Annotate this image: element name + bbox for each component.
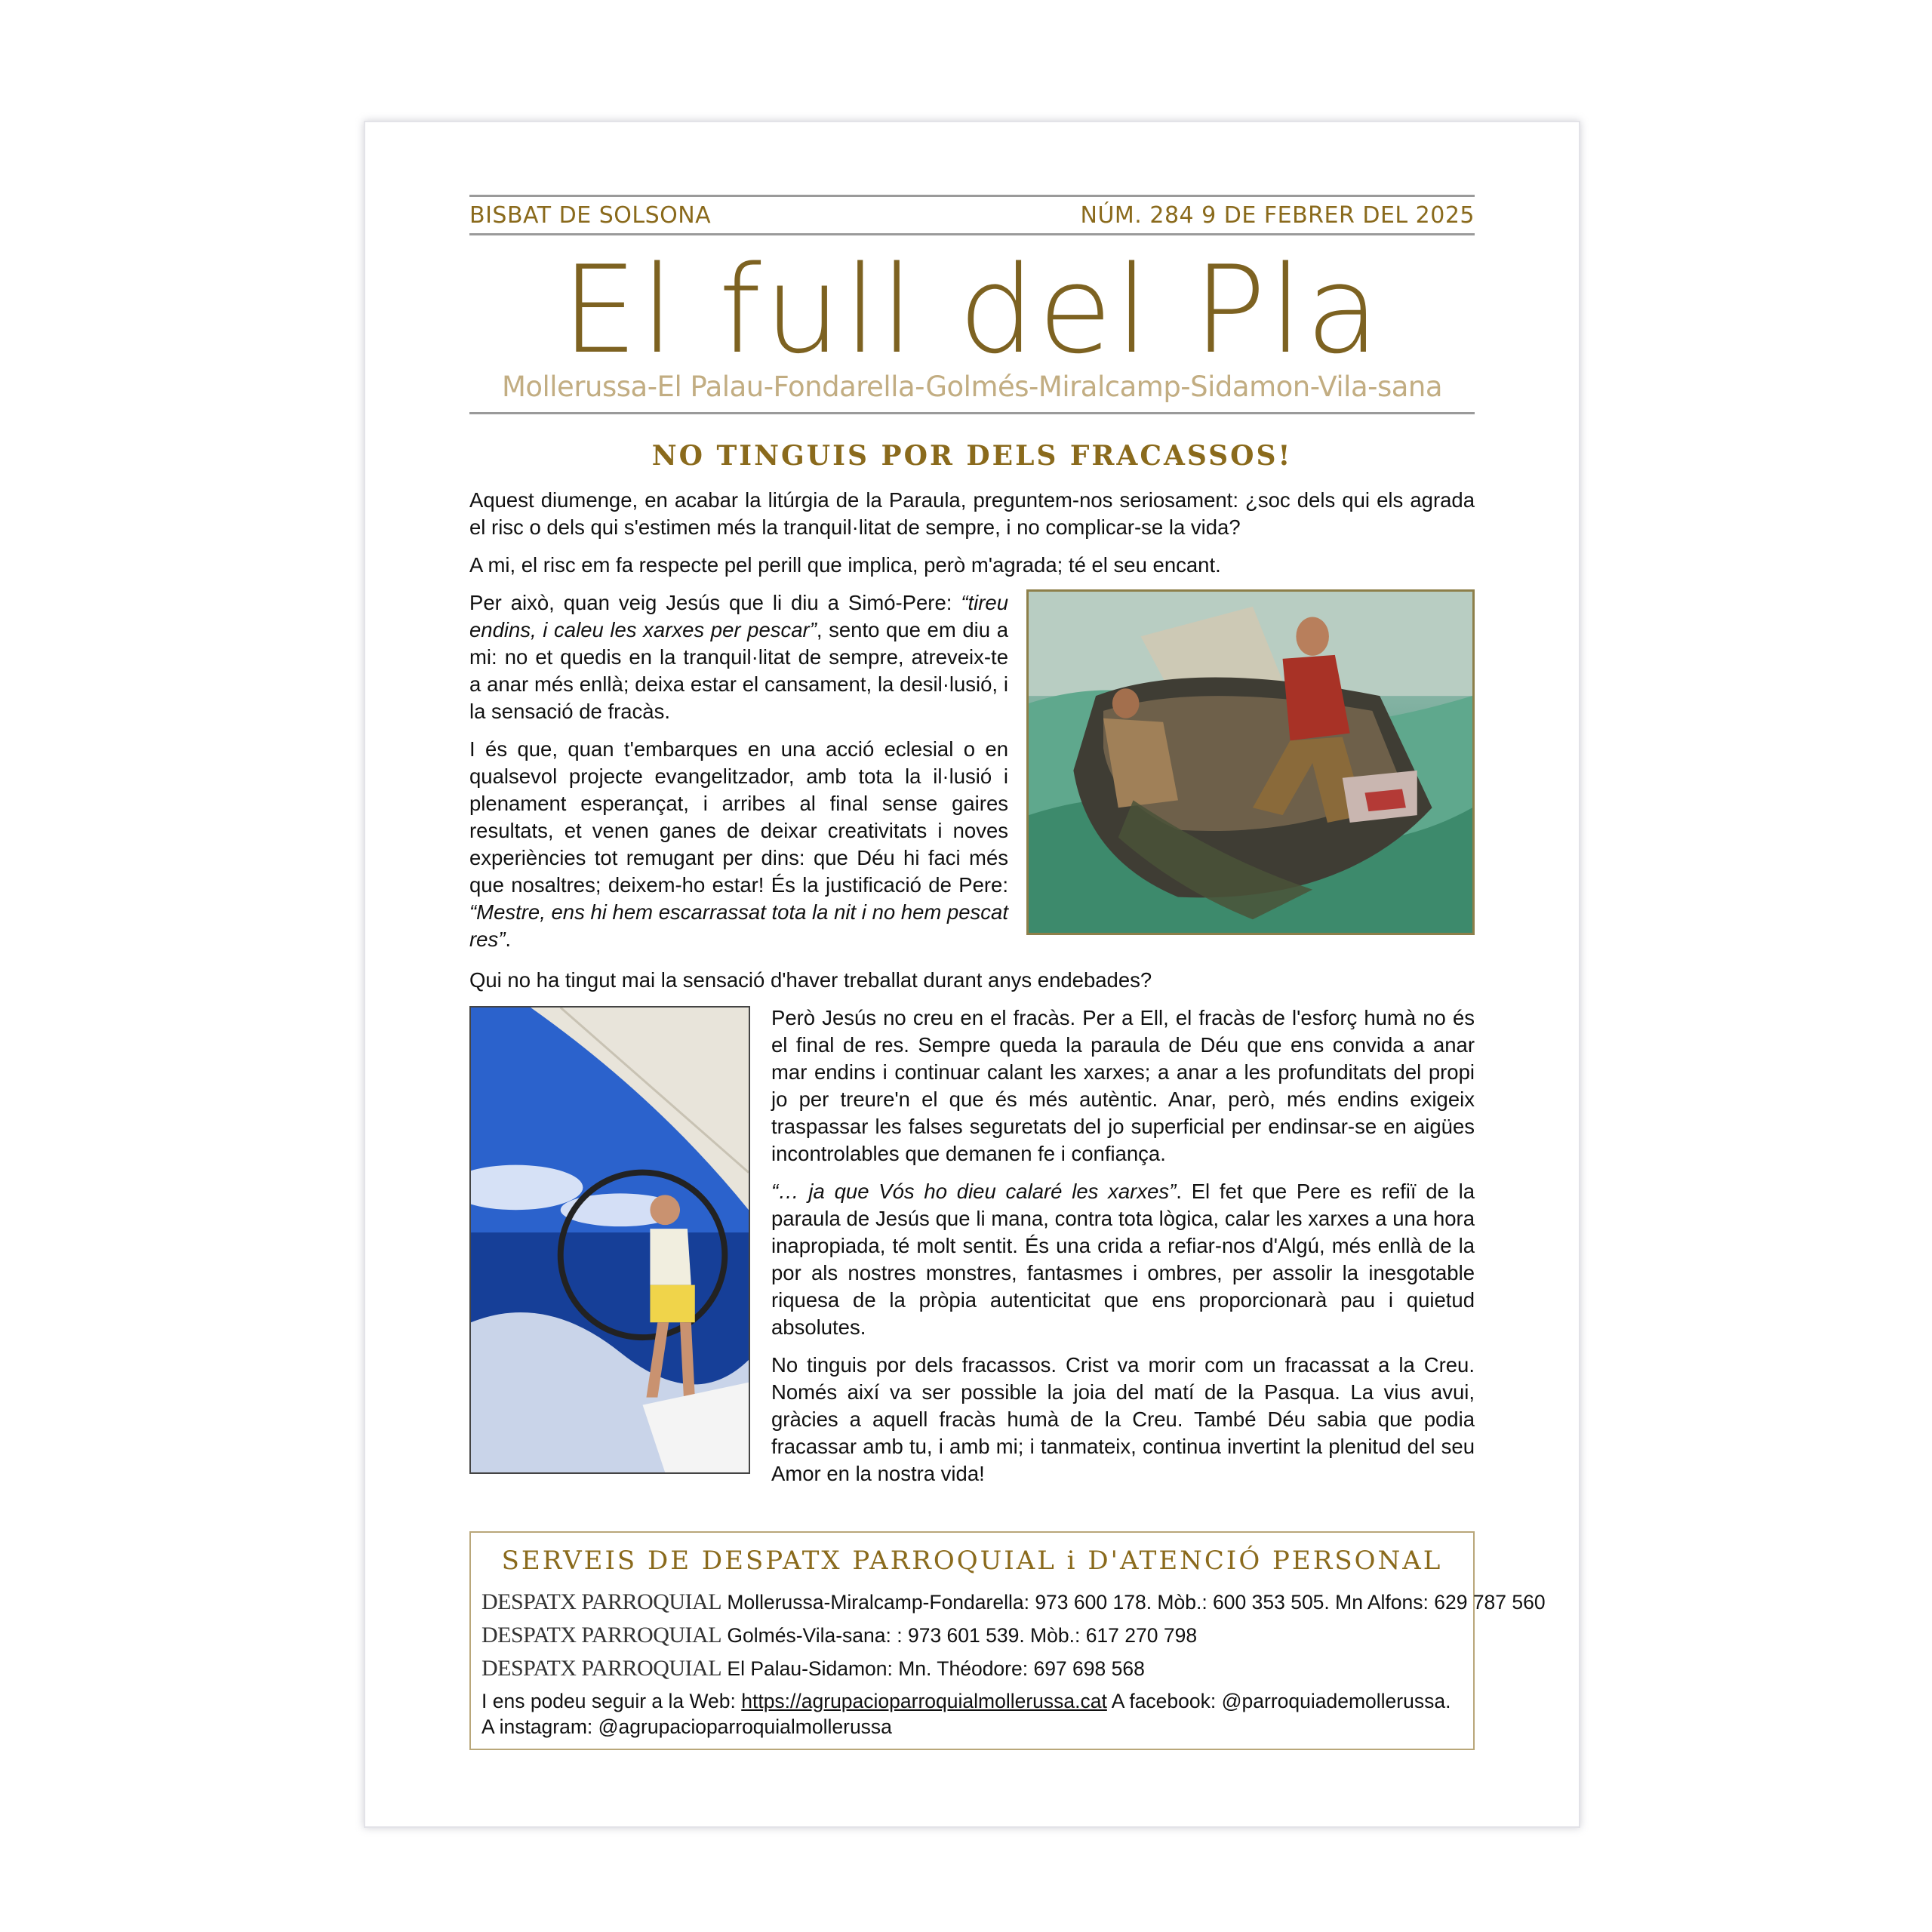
paragraph-3 xyxy=(469,589,1008,725)
service-label: DESPATX PARROQUIAL xyxy=(481,1623,722,1647)
sailing-photo-image xyxy=(469,1006,750,1474)
website-link[interactable]: https://agrupacioparroquialmollerussa.cat xyxy=(741,1690,1107,1712)
paragraph-2: A mi, el risc em fa respecte pel perill que implica, però m'agrada; té el seu encant. xyxy=(469,553,1221,577)
paragraph-7-quote: “… ja que Vós ho dieu calaré les xarxes” xyxy=(771,1180,1177,1203)
service-line-mollerussa xyxy=(481,1586,1546,1619)
instagram-line: A instagram: @agrupacioparroquialmollerussa xyxy=(481,1715,892,1738)
paragraph-6: Però Jesús no creu en el fracàs. Per a Ell, el fracàs de l'esforç humà no és el final de res. Sempre queda la paraula de Déu que ens convida a anar mar endins i continuar calant les xarxes; a anar a les profunditats del propi jo per treure'n el que és més autèntic. Anar, però, més endins exigeix traspassar les falses seguretats del jo superficial per endinsar-se en aigües incontrolables que demanen fe i confiança. xyxy=(771,1006,1475,1165)
masthead-title: El full del Pla xyxy=(561,239,1383,380)
paragraph-4-quote: “Mestre, ens hi hem escarrassat tota la nit i no hem pescat res” xyxy=(469,900,1008,951)
service-label: DESPATX PARROQUIAL xyxy=(481,1656,722,1681)
service-label: DESPATX PARROQUIAL xyxy=(481,1589,722,1614)
service-line-golmes xyxy=(481,1619,1463,1652)
paragraph-5: Qui no ha tingut mai la sensació d'haver treballat durant anys endebades? xyxy=(469,968,1152,992)
service-details: Mollerussa-Miralcamp-Fondarella: 973 600 178. Mòb.: 600 353 505. Mn Alfons: 629 787 560 xyxy=(721,1591,1546,1614)
newsletter-page xyxy=(364,121,1580,1828)
page-content xyxy=(469,195,1546,1750)
masthead xyxy=(469,239,1475,405)
web-prefix: I ens podeu seguir a la Web: xyxy=(481,1690,742,1712)
article-title: NO TINGUIS POR DELS FRACASSOS! xyxy=(651,440,1293,472)
paragraph-4-text: I és que, quan t'embarques en una acció eclesial o en qualsevol projecte evangelitzador, amb tota la il·lusió i plenament esperançat, i arribes al final sense gaires resultats, et venen ganes de deixar creativitats i noves experiències tot remugant per dins: que Déu hi faci més que nosaltres; deixem-ho estar! És la justificació de Pere: xyxy=(469,737,1008,897)
service-details: El Palau-Sidamon: Mn. Théodore: 697 698 568 xyxy=(721,1657,1145,1680)
service-line-palau xyxy=(481,1652,1463,1685)
fishermen-painting-image xyxy=(1026,589,1475,935)
issue-label: NÚM. 284 9 DE FEBRER DEL 2025 xyxy=(1080,202,1475,229)
services-heading: SERVEIS DE DESPATX PARROQUIAL i D'ATENCIÓ PERSONAL xyxy=(501,1546,1443,1576)
paragraph-3-text: Per això, quan veig Jesús que li diu a Simó-Pere: xyxy=(469,591,961,614)
header-bottom-rule xyxy=(469,233,1475,235)
article-block-sailing xyxy=(469,1004,1475,1498)
masthead-rule xyxy=(469,412,1475,414)
text-column-1 xyxy=(469,589,1008,964)
paragraph-7 xyxy=(771,1178,1475,1341)
paragraph-8: No tinguis por dels fracassos. Crist va morir com un fracassat a la Creu. Només així va ser possible la joia del matí de la Pasqua. La vius avui, gràcies a aquell fracàs humà de la Creu. També Déu sabia que podia fracassar amb tu, i amb mi; i tanmateix, continua invertint la plenitud del seu Amor en la nostra vida! xyxy=(771,1353,1475,1485)
web-social-line xyxy=(481,1688,1463,1714)
paragraph-1: Aquest diumenge, en acabar la litúrgia de la Paraula, preguntem-nos seriosament: ¿soc dels qui els agrada el risc o dels qui s'estimen més la tranquil·litat de sempre, i no complicar-se la vida? xyxy=(469,488,1475,539)
text-column-2 xyxy=(771,1004,1475,1498)
paragraph-7-text: . El fet que Pere es refiï de la paraula de Jesús que li mana, contra tota lògica, calar les xarxes a una hora inapropiada, té molt sentit. És una crida a refiar-nos d'Algú, més enllà de la por als nostres monstres, fantasmes i ombres, per assolir la inesgotable riquesa de la pròpia autenticitat que ens proporcionarà pau i quietud absolutes. xyxy=(771,1180,1475,1339)
service-details: Golmés-Vila-sana: : 973 601 539. Mòb.: 617 270 798 xyxy=(721,1624,1198,1647)
header-row xyxy=(469,197,1475,233)
article-block-painting xyxy=(469,589,1475,964)
masthead-subtitle: Mollerussa-El Palau-Fondarella-Golmés-Miralcamp-Sidamon-Vila-sana xyxy=(501,371,1443,403)
facebook-handle: A facebook: @parroquiademollerussa. xyxy=(1106,1690,1451,1712)
parish-services-box xyxy=(469,1531,1546,1750)
paragraph-4-text-end: . xyxy=(505,928,512,951)
paragraph-3-text-end: , sento que em diu a mi: no et quedis en la tranquil·litat de sempre, atreveix-te a anar més enllà; deixa estar el cansament, la desil·lusió, i la sensació de fracàs. xyxy=(469,618,1008,723)
paragraph-3-quote: “tireu endins, i caleu les xarxes per pescar” xyxy=(469,591,1008,641)
paragraph-4 xyxy=(469,736,1008,953)
diocese-label: BISBAT DE SOLSONA xyxy=(469,202,712,229)
